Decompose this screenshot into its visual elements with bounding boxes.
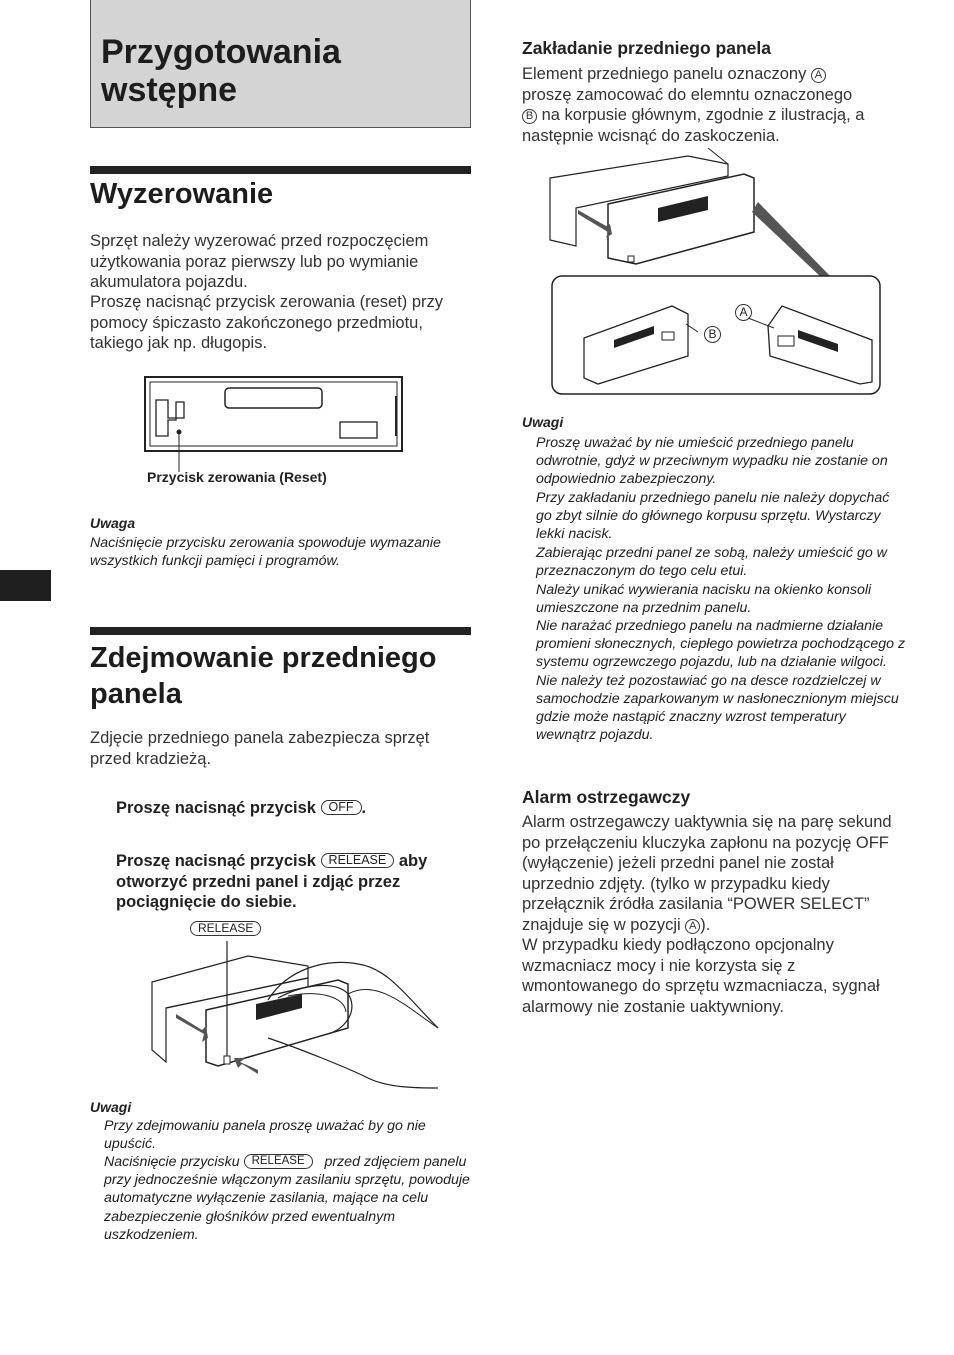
- alarm-paragraph-1: [522, 812, 904, 935]
- attach-notes-title: Uwagi: [522, 414, 564, 430]
- label-a-marker: A: [811, 68, 826, 83]
- reset-figure-label: Przycisk zerowania (Reset): [147, 469, 327, 485]
- detach-note-1: Przy zdejmowaniu panela proszę uważać by go nie upuścić.: [104, 1118, 426, 1153]
- release-key-note: RELEASE: [244, 1154, 313, 1169]
- note-2-text-end: przed zdjęciem panelu przy jednocześnie włączonym zasilaniu sprzętu, powoduje automatyczne wyłączenie zasilania, mające na celu zabezpieczenie głośników przed ewentualnym uszkodzeniem.: [104, 1154, 470, 1243]
- reset-note-text: Naciśnięcie przycisku zerowania spowoduje wymazanie wszystkich funkcji pamięci i programów.: [90, 535, 441, 570]
- off-key: OFF: [321, 800, 362, 815]
- alarm-text-end: ).: [700, 915, 711, 934]
- attach-note-1: Proszę uważać by nie umieścić przedniego panelu odwrotnie, gdyż w przeciwnym wypadku nie zostanie on odpowiednio zabezpieczony.: [536, 435, 888, 488]
- reset-button-illustration: [140, 372, 410, 472]
- reset-heading: Wyzerowanie: [90, 178, 274, 210]
- release-key-label: RELEASE: [190, 921, 261, 936]
- alarm-paragraph-2: W przypadku kiedy podłączono opcjonalny wzmacniacz mocy i nie korzysta się z wmontowanego do sprzętu wzmacniacza, sygnał alarmowy nie zostanie uaktywniony.: [522, 936, 880, 1016]
- step-1-end: .: [361, 799, 367, 817]
- attach-heading: Zakładanie przedniego panela: [522, 38, 771, 58]
- attach-note-4: Należy unikać wywierania nacisku na okienko konsoli umieszczone na przednim panelu.: [536, 582, 872, 617]
- detach-step-2: [116, 851, 476, 913]
- note-2-text: Naciśnięcie przycisku: [104, 1154, 240, 1170]
- reset-paragraph-2: Proszę nacisnąć przycisk zerowania (reset) przy pomocy śpiczasto zakończonego przedmiotu, takiego jak np. długopis.: [90, 293, 444, 352]
- section-tab-marker: [0, 570, 51, 601]
- step-1-text: Proszę nacisnąć przycisk: [116, 799, 316, 817]
- reset-paragraph-1: Sprzęt należy wyzerować przed rozpoczęciem użytkowania poraz pierwszy lub po wymianie akumulatora pojazdu.: [90, 232, 429, 291]
- detach-heading: Zdejmowanie przedniego panela: [90, 642, 437, 710]
- attach-text-b: proszę zamocować do elemntu oznaczonego: [522, 85, 853, 104]
- attach-note-5: Nie narażać przedniego panelu na nadmierne działanie promieni słonecznych, ciepłego powietrza pochodzącego z systemu ogrzewczego pojazdu, lub na działanie wilgoci. Nie należy też pozostawiać go na desce rozdzielczej w samochodzie zaparkowanym w nasłonecznionym miejscu gdzie może nastąpić znaczny wzrost temperatury wewnątrz pojazdu.: [536, 618, 906, 744]
- figure-label-b: B: [704, 326, 721, 343]
- detach-intro: Zdjęcie przedniego panela zabezpiecza sprzęt przed kradzieżą.: [90, 729, 430, 768]
- reset-note-title: Uwaga: [90, 515, 136, 531]
- release-figure-key: [190, 921, 261, 939]
- release-key: RELEASE: [321, 853, 395, 868]
- label-b-marker: B: [522, 109, 537, 124]
- attach-note-3: Zabierając przedni panel ze sobą, należy umieścić go w przeznaczonym do tego celu etui.: [536, 545, 887, 580]
- panel-attach-illustration: [548, 148, 888, 400]
- alarm-label-a: A: [685, 919, 700, 934]
- attach-paragraph: [522, 64, 902, 146]
- alarm-text: Alarm ostrzegawczy uaktywnia się na parę sekund po przełączeniu kluczyka zapłonu na pozycję OFF (wyłączenie) jeżeli przedni panel nie został uprzednio zdjęty. (tylko w przypadku kiedy przełącznik źródła zasilania “POWER SELECT” znajduje się w pozycji: [522, 813, 892, 934]
- page-title: Przygotowania wstępne: [101, 33, 341, 109]
- title-box: [90, 0, 471, 128]
- step-2-text-end: aby otworzyć przedni panel i zdjąć przez pociągnięcie do siebie.: [116, 852, 428, 911]
- attach-text-a: Element przedniego panelu oznaczony: [522, 65, 807, 83]
- figure-label-a: A: [735, 304, 752, 321]
- section-rule-reset: [90, 166, 471, 174]
- attach-text-c: na korpusie głównym, zgodnie z ilustracją, a następnie wcisnąć do zaskoczenia.: [522, 106, 865, 145]
- step-2-text: Proszę nacisnąć przycisk: [116, 852, 316, 870]
- section-rule-detach: [90, 627, 471, 635]
- detach-step-1: [116, 798, 476, 819]
- detach-notes-title: Uwagi: [90, 1099, 132, 1115]
- panel-release-illustration: [148, 938, 448, 1098]
- detach-note-2: [104, 1153, 476, 1244]
- attach-note-2: Przy zakładaniu przedniego panelu nie należy dopychać go zbyt silnie do głównego korpusu sprzętu. Wystarczy lekki nacisk.: [536, 490, 890, 543]
- alarm-heading: Alarm ostrzegawczy: [522, 787, 691, 807]
